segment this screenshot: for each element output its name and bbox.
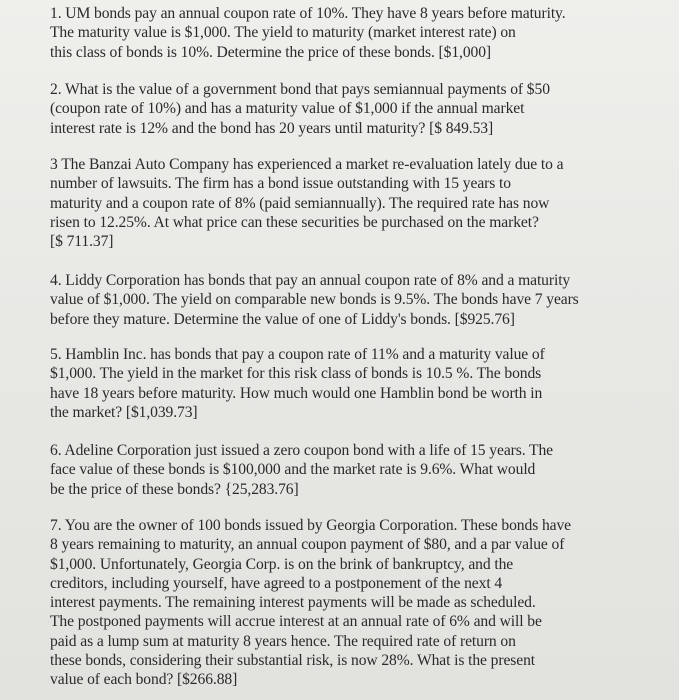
problem-7-line-8: these bonds, considering their substantial risk, is now 28%. What is the present xyxy=(50,652,536,670)
problem-6-line-1: 6. Adeline Corporation just issued a zero coupon bond with a life of 15 years. The xyxy=(50,442,553,459)
problem-5-line-3: have 18 years before maturity. How much would one Hamblin bond be worth in xyxy=(50,384,543,402)
problem-3-line-5: [$ 711.37] xyxy=(50,233,114,251)
problem-1-line-2: The maturity value is $1,000. The yield to maturity (market interest rate) on xyxy=(50,24,516,42)
problem-2 xyxy=(50,80,550,138)
problem-1 xyxy=(50,4,566,62)
problem-3-line-3: maturity and a coupon rate of 8% (paid semiannually). The required rate has now xyxy=(50,194,550,212)
problem-6 xyxy=(50,441,553,499)
problem-5-line-1: 5. Hamblin Inc. has bonds that pay a coupon rate of 11% and a maturity value of xyxy=(50,346,545,363)
problem-3-line-2: number of lawsuits. The firm has a bond issue outstanding with 15 years to xyxy=(50,175,511,193)
problem-7-line-3: $1,000. Unfortunately, Georgia Corp. is on the brink of bankruptcy, and the xyxy=(50,555,514,573)
problem-3 xyxy=(50,155,563,251)
problem-7-line-2: 8 years remaining to maturity, an annual coupon payment of $80, and a par value of xyxy=(50,536,565,554)
problem-4 xyxy=(50,271,579,329)
problem-2-line-3: interest rate is 12% and the bond has 20 years until maturity? [$ 849.53] xyxy=(50,119,494,137)
problem-5 xyxy=(50,345,545,422)
problem-6-line-3: be the price of these bonds? {25,283.76] xyxy=(50,480,299,498)
problem-1-line-3: this class of bonds is 10%. Determine the price of these bonds. [$1,000] xyxy=(50,43,492,61)
problem-7-line-6: The postponed payments will accrue interest at an annual rate of 6% and will be xyxy=(50,613,542,631)
problem-2-line-1: 2. What is the value of a government bond that pays semiannual payments of $50 xyxy=(50,81,550,98)
problem-3-line-4: risen to 12.25%. At what price can these securities be purchased on the market? xyxy=(50,213,539,231)
problem-7-line-7: paid as a lump sum at maturity 8 years hence. The required rate of return on xyxy=(50,632,516,650)
problem-2-line-2: (coupon rate of 10%) and has a maturity value of $1,000 if the annual market xyxy=(50,100,525,118)
problem-5-line-2: $1,000. The yield in the market for this risk class of bonds is 10.5 %. The bonds xyxy=(50,365,542,383)
problem-7-line-4: creditors, including yourself, have agreed to a postponement of the next 4 xyxy=(50,574,503,592)
problem-6-line-2: face value of these bonds is $100,000 and the market rate is 9.6%. What would xyxy=(50,461,536,479)
problem-5-line-4: the market? [$1,039.73] xyxy=(50,403,198,421)
problem-7-line-5: interest payments. The remaining interest payments will be made as scheduled. xyxy=(50,594,536,612)
problem-7-line-1: 7. You are the owner of 100 bonds issued by Georgia Corporation. These bonds have xyxy=(50,517,571,534)
problem-7-line-9: value of each bond? [$266.88] xyxy=(50,671,238,689)
problem-7 xyxy=(50,516,571,690)
problem-1-line-1: 1. UM bonds pay an annual coupon rate of 10%. They have 8 years before maturity. xyxy=(50,5,566,22)
problem-4-line-2: value of $1,000. The yield on comparable new bonds is 9.5%. The bonds have 7 years xyxy=(50,291,579,309)
problem-3-line-1: 3 The Banzai Auto Company has experienced a market re-evaluation lately due to a xyxy=(50,156,564,173)
problem-4-line-1: 4. Liddy Corporation has bonds that pay an annual coupon rate of 8% and a maturity xyxy=(50,272,571,289)
problem-4-line-3: before they mature. Determine the value of one of Liddy's bonds. [$925.76] xyxy=(50,310,515,328)
